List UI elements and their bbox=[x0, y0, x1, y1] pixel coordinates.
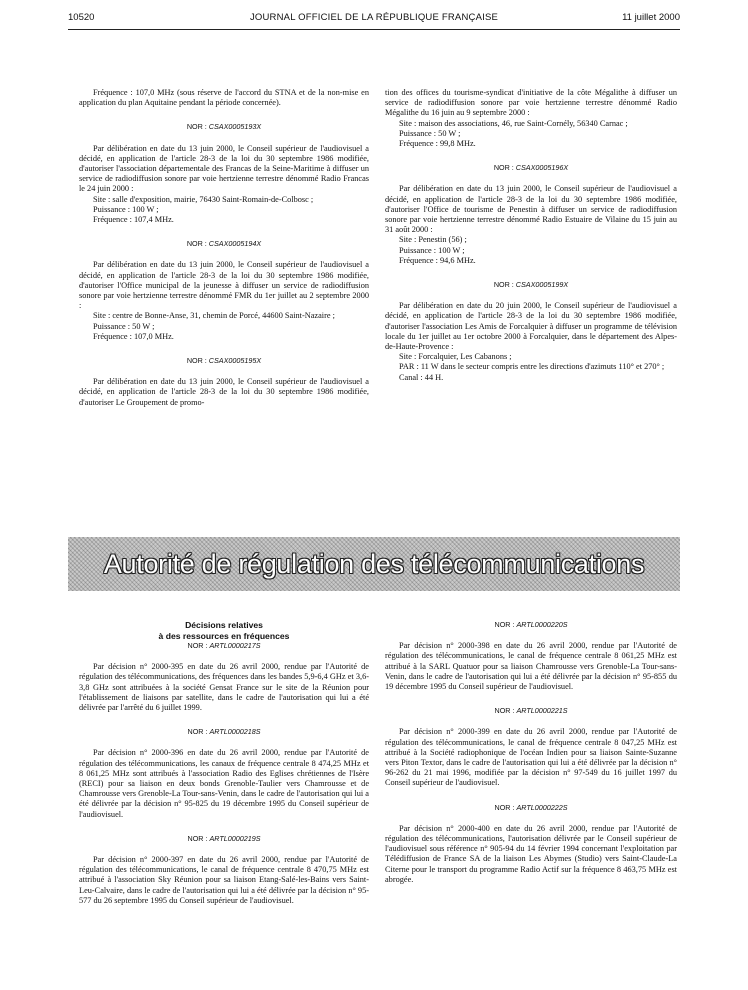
site-line: Site : salle d'exposition, mairie, 76430 Saint-Romain-de-Colbosc ; bbox=[93, 194, 314, 204]
paragraph: Fréquence : 107,0 MHz (sous réserve de l'accord du STNA et de la non-mise en application du plan Aquitaine pendant la période concernée). bbox=[79, 88, 369, 108]
nor-reference: NOR : ARTL0000219S bbox=[187, 833, 261, 843]
nor-reference: NOR : ARTL0000220S bbox=[494, 620, 568, 629]
canal-line: Canal : 44 H. bbox=[399, 372, 444, 382]
nor-reference: NOR : ARTL0000221S bbox=[494, 706, 568, 716]
paragraph: Par délibération en date du 13 juin 2000, le Conseil supérieur de l'audiovisuel a décidé, en application de l'article 28-3 de la loi du 30 septembre 1986 modifiée, d'autoriser l'Office de tourisme de Penestin à diffuser un service de radiodiffusion sonore par voie hertzienne terrestre dénommé Radio Estuaire de Vilaine du 15 juin au 31 août 2000 : bbox=[385, 184, 677, 235]
paragraph: Par délibération en date du 13 juin 2000, le Conseil supérieur de l'audiovisuel a décidé, en application de l'article 28-3 de la loi du 30 septembre 1986 modifiée, d'autoriser l'Office municipal de la jeunesse à diffuser un service de radiodiffusion sonore par voie hertzienne terrestre dénommé FMR du 1er juillet au 2 septembre 2000 : bbox=[79, 260, 369, 311]
paragraph: Par décision n° 2000-398 en date du 26 avril 2000, rendue par l'Autorité de régulation des télécommunications, le canal de fréquence centrale 8 061,25 MHz est attribué à la SARL Quatuor pour sa liaison Chamrousse vers Grenoble-La Tour-sans-Venin, dans le cadre de l'autorisation qui lui a été délivrée par la décision n° 95-855 du 19 décembre 1995 du Conseil supérieur de l'audiovisuel. bbox=[385, 641, 677, 692]
paragraph: Par décision n° 2000-396 en date du 26 avril 2000, rendue par l'Autorité de régulation des télécommunications, les canaux de fréquence centrale 8 474,25 MHz et 8 061,25 MHz sont attribués à l'association Radio des Eglises chrétiennes de l'Isère (RECI) pour sa liaison en deux bonds Grenoble-Taulier vers Chamrousse et de Chamrousse vers Grenoble-La Tour-sans-Venin, dans le cadre de l'autorisation qui lui a été délivrée par la décision n° 95-825 du 19 décembre 1995 du Conseil supérieur de l'audiovisuel. bbox=[79, 748, 369, 819]
par-line: PAR : 11 W dans le secteur compris entre les directions d'azimuts 110° et 270° ; bbox=[399, 362, 665, 372]
nor-reference: NOR : CSAX0005199X bbox=[493, 280, 569, 290]
paragraph: Par délibération en date du 13 juin 2000, le Conseil supérieur de l'audiovisuel a décidé, en application de l'article 28-3 de la loi du 30 septembre 1986 modifiée, d'autoriser Le Groupement de promo- bbox=[79, 377, 369, 407]
section-title: à des ressources en fréquences bbox=[158, 630, 290, 641]
paragraph: Par décision n° 2000-395 en date du 26 avril 2000, rendue par l'Autorité de régulation des télécommunications, des fréquences dans les bandes 5,9-6,4 GHz et 3,6-3,8 GHz sont attribuées à la société Gensat France sur le site de la Réunion pour l'établissement de liaisons par satellite, dans le cadre de l'autorisation qui lui a été délivrée par l'arrêté du 6 juillet 1999. bbox=[79, 662, 369, 713]
power-line: Puissance : 50 W ; bbox=[399, 128, 461, 138]
site-line: Site : Penestin (56) ; bbox=[399, 235, 467, 245]
header-rule bbox=[68, 29, 680, 30]
nor-reference: NOR : ARTL0000218S bbox=[187, 727, 261, 737]
paragraph: Par décision n° 2000-400 en date du 26 avril 2000, rendue par l'Autorité de régulation des télécommunications, l'autorisation délivrée par le Conseil supérieur de l'audiovisuel sous référence n° 905-94 du 14 février 1994 concernant l'exploitation par Télédiffusion de France SA de la liaison Les Abymes (Studio) vers Saint-Claude-La Citerne pour le transport du programme Radio Actif sur la fréquence 8 463,75 MHz est abrogée. bbox=[385, 823, 677, 884]
bottom-right-column bbox=[385, 620, 677, 885]
top-left-column bbox=[79, 88, 369, 408]
site-line: Site : maison des associations, 46, rue Saint-Cornély, 56340 Carnac ; bbox=[399, 118, 628, 128]
banner-title: Autorité de régulation des télécommunications bbox=[103, 548, 645, 579]
power-line: Puissance : 100 W ; bbox=[93, 204, 159, 214]
frequency-line: Fréquence : 99,8 MHz. bbox=[399, 139, 476, 149]
bottom-left-column bbox=[79, 620, 369, 906]
paragraph: Par décision n° 2000-397 en date du 26 avril 2000, rendue par l'Autorité de régulation des télécommunications, le canal de fréquence centrale 8 470,75 MHz est attribué à l'association Sky Réunion pour sa liaison Etang-Salé-les-Bains vers Saint-Leu-Calvaire, dans le cadre de l'autorisation qui lui a été délivrée par la décision n° 95-577 du 26 septembre 1995 du Conseil supérieur de l'audiovisuel. bbox=[79, 855, 369, 905]
section-banner bbox=[68, 537, 680, 591]
top-right-column bbox=[385, 88, 677, 383]
nor-reference: NOR : CSAX0005195X bbox=[186, 356, 262, 366]
issue-date: 11 juillet 2000 bbox=[622, 12, 680, 23]
nor-reference: NOR : CSAX0005194X bbox=[186, 239, 262, 249]
frequency-line: Fréquence : 94,6 MHz. bbox=[399, 255, 476, 265]
paragraph: Par délibération en date du 13 juin 2000, le Conseil supérieur de l'audiovisuel a décidé, en application de l'article 28-3 de la loi du 30 septembre 1986 modifiée, d'autoriser l'association départementale des Francas de la Seine-Maritime à diffuser un service de radiodiffusion sonore par voie hertzienne terrestre dénommé Radio Francas le 24 juin 2000 : bbox=[79, 143, 369, 194]
power-line: Puissance : 100 W ; bbox=[399, 245, 465, 255]
journal-title: JOURNAL OFFICIEL DE LA RÉPUBLIQUE FRANÇAISE bbox=[249, 12, 499, 23]
paragraph: tion des offices du tourisme-syndicat d'initiative de la côte Mégalithe à diffuser un service de radiodiffusion sonore par voie hertzienne terrestre dénommé Radio Mégalithe du 16 juin au 9 septembre 2000 : bbox=[385, 88, 677, 118]
nor-reference: NOR : CSAX0005193X bbox=[186, 122, 262, 132]
page-header bbox=[68, 12, 680, 28]
frequency-line: Fréquence : 107,4 MHz. bbox=[93, 215, 174, 225]
nor-reference: NOR : ARTL0000222S bbox=[494, 802, 568, 812]
site-line: Site : centre de Bonne-Anse, 31, chemin de Porcé, 44600 Saint-Nazaire ; bbox=[93, 311, 335, 321]
nor-reference: NOR : ARTL0000217S bbox=[187, 641, 261, 650]
site-line: Site : Forcalquier, Les Cabanons ; bbox=[399, 352, 512, 362]
frequency-line: Fréquence : 107,0 MHz. bbox=[93, 331, 174, 341]
nor-reference: NOR : CSAX0005196X bbox=[493, 163, 569, 173]
power-line: Puissance : 50 W ; bbox=[93, 321, 155, 331]
page-number: 10520 bbox=[68, 12, 95, 23]
paragraph: Par décision n° 2000-399 en date du 26 avril 2000, rendue par l'Autorité de régulation des télécommunications, le canal de fréquence centrale 8 047,25 MHz est attribué à la Société radiophonique de l'océan Indien pour sa liaison Sainte-Suzanne vers Piton Textor, dans le cadre de l'autorisation qui lui a été délivrée par la décision n° 96-262 du 21 mai 1996, modifiée par la décision n° 97-549 du 16 juillet 1997 du Conseil supérieur de l'audiovisuel. bbox=[385, 727, 677, 788]
section-title: Décisions relatives bbox=[185, 620, 263, 630]
paragraph: Par délibération en date du 20 juin 2000, le Conseil supérieur de l'audiovisuel a décidé, en application de l'article 28-3 de la loi du 30 septembre 1986 modifiée, d'autoriser l'association Les Amis de Forcalquier à diffuser un programme de télévision locale du 1er juillet au 1er octobre 2000 à Forcalquier, dans le département des Alpes-de-Haute-Provence : bbox=[385, 301, 677, 352]
